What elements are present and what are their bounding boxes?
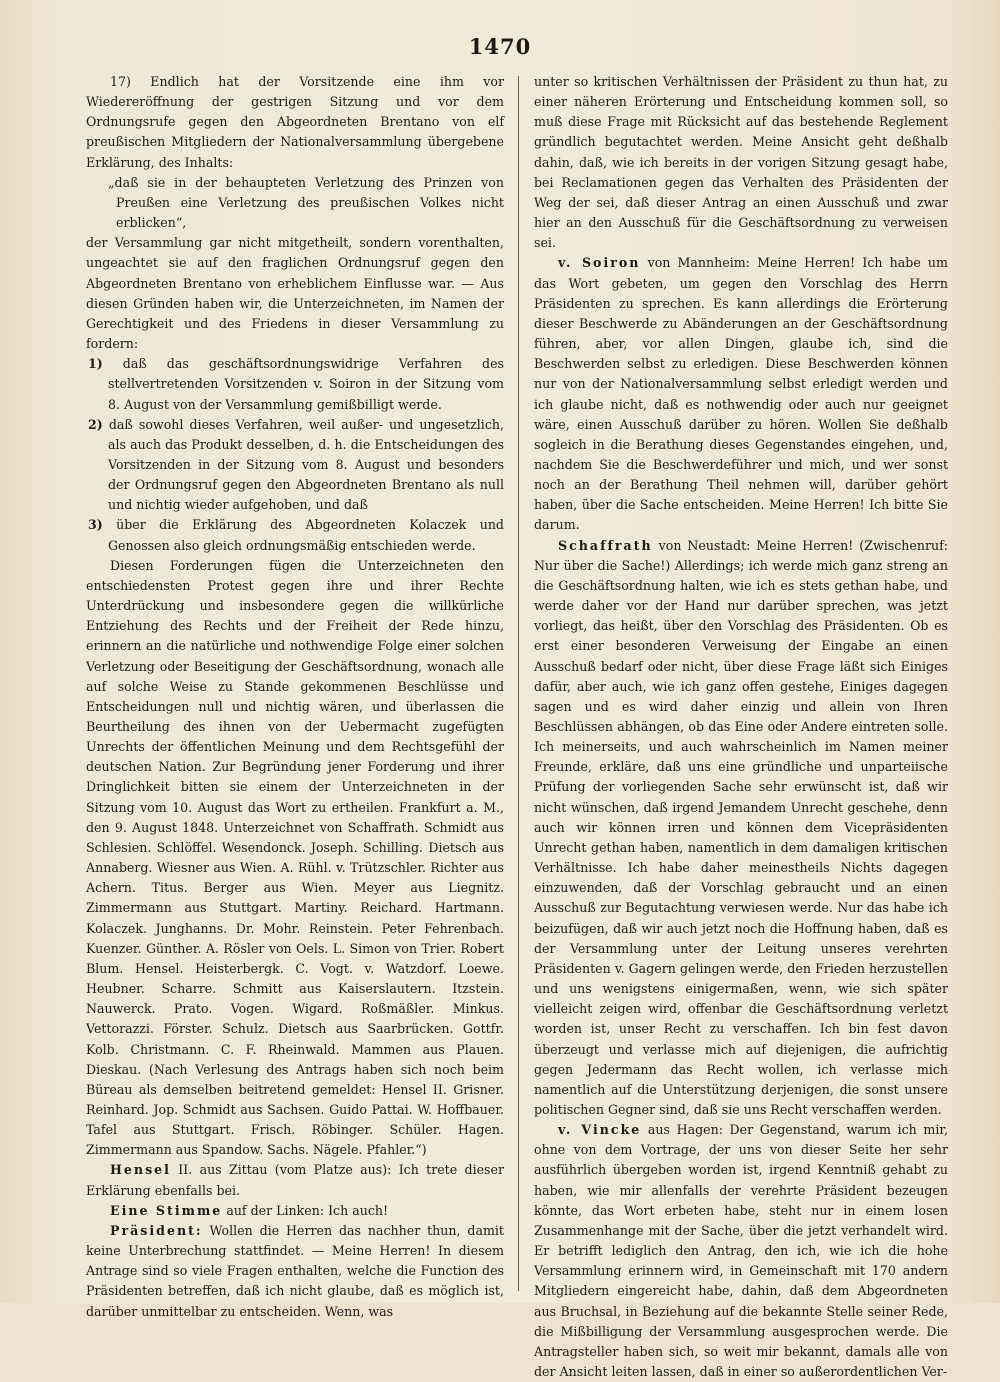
speech-paragraph (534, 536, 948, 1121)
petition-intro: 17) Endlich hat der Vorsitzende eine ihm vor Wiedereröffnung der gestrigen Sitzung und vor dem Ordnungsrufe gegen den Abgeordneten Brentano von elf preußischen Mitgliedern der Nationalversammlung übergebene Erklärung, des Inhalts: (86, 74, 504, 170)
demand-item (88, 415, 504, 516)
petition-continuation: der Versammlung gar nicht mitgetheilt, sondern vorenthalten, ungeachtet sie auf den fraglichen Ordnungsruf gegen den Abgeordneten Brentano von erheblichem Einflusse war. — Aus diesen Gründen haben wir, die Unterzeichneten, im Namen der Gerechtigkeit und des Friedens in dieser Versammlung zu fordern: (86, 235, 504, 352)
demand-number: 3) (88, 517, 103, 533)
speech-paragraph (86, 1221, 504, 1322)
speech-continuation: unter so kritischen Verhältnissen der Präsident zu thun hat, zu einer näheren Erörterung und Entscheidung kommen soll, so muß diese Frage mit Rücksicht auf das bestehende Reglement gründlich begutachtet werden. Meine Ansicht geht deßhalb dahin, daß, wie ich bereits in der vorigen Sitzung gesagt habe, bei Reclamationen gegen das Verhalten des Präsidenten der Weg der sei, daß dieser Antrag an einen Ausschuß und zwar hier an den Ausschuß für die Geschäftsordnung zu verweisen sei. (534, 74, 948, 251)
demand-text: über die Erklärung des Abgeordneten Kolaczek und Genossen also gleich ordnungsmäßig entschieden werde. (108, 517, 504, 553)
speaker-name: Schaffrath (558, 537, 653, 553)
speech-text: von Neustadt: Meine Herren! (Zwischenruf: Nur über die Sache!) Allerdings; ich werde mich ganz streng an die Geschäftsordnung halten, wie ich es stets gethan habe, und werde daher vor der Hand nur darüber sprechen, was jetzt vorliegt, das heißt, über den Vorschlag des Präsidenten. Ob es erst einer besonderen Verweisung der Eingabe an einen Ausschuß bedarf oder nicht, über diese Frage läßt sich Einiges dafür, aber auch, wie ich ganz offen gestehe, Einiges dagegen sagen und es wird daher einzig und allein von Ihren Beschlüssen abhängen, ob das Eine oder Andere eintreten solle. Ich meinerseits, und auch wahrscheinlich im Namen meiner Freunde, erkläre, daß uns eine gründliche und unparteiische Prüfung der vorliegenden Sache sehr erwünscht ist, daß wir nicht wünschen, daß irgend Jemandem Unrecht geschehe, denn auch wir können irren und können dem Vicepräsidenten Unrecht gethan haben, namentlich in dem damaligen kritischen Verhältnisse. Ich habe daher meinestheils Nichts dagegen einzuwenden, daß der Vorschlag gebraucht und an einen Ausschuß zur Begutachtung verwiesen werde. Nur das habe ich beizufügen, daß wir auch jetzt noch die Hoffnung haben, daß es der Versammlung unter der Leitung unseres verehrten Präsidenten v. Gagern gelingen werde, den Frieden herzustellen und uns wenigstens einigermaßen, wenn, wie sich später vielleicht zeigen wird, offenbar die Geschäftsordnung verletzt worden ist, unser Recht zu verschaffen. Ich bin fest davon überzeugt und verlasse mich auf diejenigen, die aufrichtig gegen Jedermann das Recht wollen, ich verlasse mich namentlich auf die Unterstützung derjenigen, die sonst unsere politischen Gegner sind, daß sie uns Recht verschaffen werden. (534, 537, 948, 1117)
demand-number: 1) (88, 356, 103, 372)
demand-text: daß sowohl dieses Verfahren, weil außer- und ungesetzlich, als auch das Produkt desselben, d. h. die Entscheidungen des Vorsitzenden in der Sitzung vom 8. August und besonders der Ordnungsruf gegen den Abgeordneten Brentano als null und nichtig wieder aufgehoben, und daß (108, 416, 504, 513)
speaker-name: Präsident: (110, 1222, 203, 1238)
speech-paragraph (534, 253, 948, 535)
column-divider (518, 76, 519, 1291)
demand-item (88, 515, 504, 555)
speech-text: auf der Linken: Ich auch! (226, 1202, 389, 1218)
speaker-name: Eine Stimme (110, 1202, 223, 1218)
speaker-name: Hensel (110, 1162, 171, 1178)
left-column (86, 72, 504, 1319)
demand-text: daß das geschäftsordnungswidrige Verfahren des stellvertretenden Vorsitzenden v. Soiron in der Sitzung vom 8. August von der Versammlung gemißbilligt werde. (108, 356, 504, 412)
speaker-name: v. Soiron (558, 255, 641, 271)
protest-paragraph: Diesen Forderungen fügen die Unterzeichneten den entschiedensten Protest gegen ihre und ihrer Rechte Unterdrückung und insbesondere gegen die willkürliche Entziehung des Rechts und der Freiheit der Rede hinzu, erinnern an die natürliche und nothwendige Folge einer solchen Verletzung oder Beseitigung der Geschäftsordnung, wonach alle auf solche Weise zu Stande gekommenen Beschlüsse und Entscheidungen null und nichtig wären, und überlassen die Beurtheilung des ihnen von der Uebermacht zugefügten Unrechts der öffentlichen Meinung und dem Rechtsgefühl der deutschen Nation. Zur Begründung jener Forderung und ihrer Dringlichkeit bitten sie einem der Unterzeichneten in der Sitzung vom 10. August das Wort zu ertheilen. Frankfurt a. M., den 9. August 1848. Unterzeichnet von Schaffrath. Schmidt aus Schlesien. Schlöffel. Wesendonck. Joseph. Schilling. Dietsch aus Annaberg. Wiesner aus Wien. A. Rühl. v. Trützschler. Richter aus Achern. Titus. Berger aus Wien. Meyer aus Liegnitz. Zimmermann aus Stuttgart. Martiny. Reichard. Hartmann. Kolaczek. Junghanns. Dr. Mohr. Reinstein. Peter Fehrenbach. Kuenzer. Günther. A. Rösler von Oels. L. Simon von Trier. Robert Blum. Hensel. Heisterbergk. C. Vogt. v. Watzdorf. Loewe. Heubner. Scharre. Schmitt aus Kaiserslautern. Itzstein. Nauwerck. Prato. Vogen. Wigard. Roßmäßler. Minkus. Vettorazzi. Förster. Schulz. Dietsch aus Saarbrücken. Gottfr. Kolb. Christmann. C. F. Rheinwald. Mammen aus Plauen. Dieskau. (Nach Verlesung des Antrags haben sich noch beim Büreau als demselben beitretend gemeldet: Hensel II. Grisner. Reinhard. Jop. Schmidt aus Sachsen. Guido Pattai. W. Hoffbauer. Tafel aus Stuttgart. Frisch. Röbinger. Schüler. Hagen. Zimmermann aus Spandow. Sachs. Nägele. Pfahler.“) (86, 557, 504, 1158)
speech-paragraph (534, 1120, 948, 1382)
demand-item (88, 354, 504, 414)
petition-quote: „daß sie in der behaupteten Verletzung des Prinzen von Preußen eine Verletzung des preußischen Volkes nicht erblicken“, (108, 174, 504, 231)
speaker-name: v. Vincke (558, 1122, 642, 1138)
speech-paragraph (86, 1160, 504, 1200)
speech-text: Wollen die Herren das nachher thun, damit keine Unterbrechung stattfindet. — Meine Herren! In diesem Antrage sind so viele Fragen enthalten, welche die Function des Präsidenten betreffen, daß ich nicht glaube, daß es möglich ist, darüber unmittelbar zu entscheiden. Wenn, was (86, 1222, 504, 1319)
speech-text: aus Hagen: Der Gegenstand, warum ich mir, ohne von dem Vortrage, der uns von dieser Seite her sehr ausführlich übergeben worden ist, irgend Kenntniß gehabt zu haben, wie mir allenfalls der verehrte Präsident bezeugen könnte, das Wort erbeten habe, steht nur in einem losen Zusammenhange mit der Sache, über die jetzt verhandelt wird. Er betrifft lediglich den Antrag, den ich, wie ich die hohe Versammlung erinnern wird, in Gemeinschaft mit 170 andern Mitgliedern eingereicht habe, dahin, daß dem Abgeordneten aus Bruchsal, in Beziehung auf die bekannte Stelle seiner Rede, die Mißbilligung der Versammlung ausgesprochen werde. Die Antragsteller haben sich, so weit mir bekannt, damals alle von der Ansicht leiten lassen, daß in einer so außerordentlichen Ver- (534, 1122, 948, 1379)
demand-number: 2) (88, 416, 103, 432)
page-number: 1470 (468, 34, 532, 59)
speech-text: II. aus Zittau (vom Platze aus): Ich trete dieser Erklärung ebenfalls bei. (86, 1162, 504, 1198)
speech-text: von Mannheim: Meine Herren! Ich habe um das Wort gebeten, um gegen den Vorschlag des Herrn Präsidenten zu sprechen. Es kann allerdings die Erörterung dieser Beschwerde zu Abänderungen an der Geschäftsordnung führen, aber, vor allen Dingen, glaube ich, sind die Beschwerden selbst zu erledigen. Diese Beschwerden können nur von der Nationalversammlung selbst erledigt werden und ich glaube nicht, daß es nothwendig oder auch nur geeignet wäre, einen Ausschuß darüber zu hören. Wollen Sie deßhalb sogleich in die Berathung dieses Gegenstandes eingehen, und, nachdem Sie die Beschwerdeführer und mich, und wer sonst noch an der Berathung Theil nehmen will, darüber gehört haben, über die Sache entscheiden. Meine Herren! Ich bitte Sie darum. (534, 255, 948, 533)
speech-paragraph (86, 1201, 504, 1221)
right-column (534, 72, 948, 1379)
